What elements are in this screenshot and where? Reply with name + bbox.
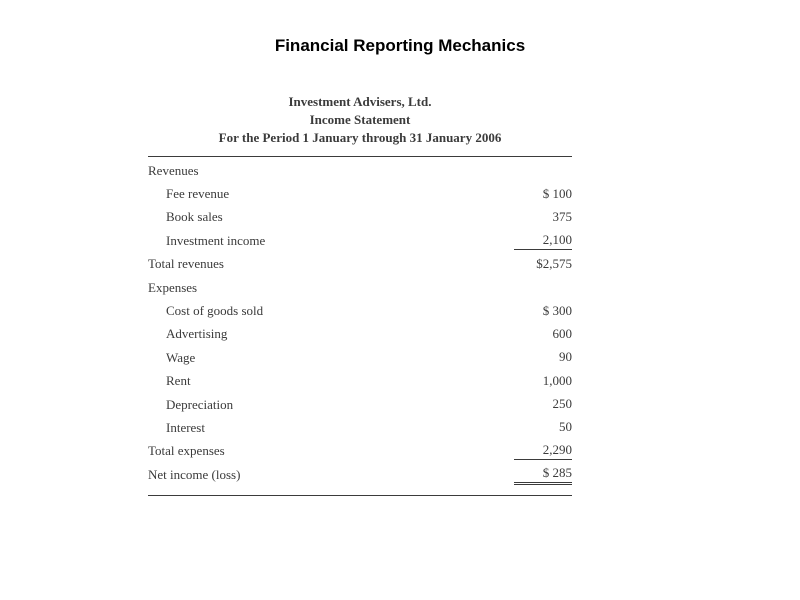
statement-rows — [148, 157, 572, 486]
slide-title: Financial Reporting Mechanics — [274, 36, 526, 55]
row-revenues-section — [148, 159, 572, 182]
row-label: Advertising — [166, 326, 228, 342]
row-label: Investment income — [166, 232, 266, 248]
company-name: Investment Advisers, Ltd. — [288, 94, 432, 109]
row-wage — [148, 346, 572, 369]
row-label: Expenses — [148, 279, 198, 295]
row-label: Interest — [166, 419, 205, 435]
bottom-rule — [148, 495, 572, 496]
statement-period: For the Period 1 January through 31 January 2006 — [218, 130, 502, 145]
row-advertising — [148, 323, 572, 346]
row-label: Cost of goods sold — [166, 303, 264, 319]
row-investment-income — [148, 229, 572, 252]
row-cost-of-goods-sold — [148, 299, 572, 322]
row-fee-revenue — [148, 182, 572, 205]
row-label: Fee revenue — [166, 186, 230, 202]
row-value: 2,290 — [514, 442, 572, 460]
row-expenses-section — [148, 276, 572, 299]
income-statement — [148, 91, 572, 496]
row-label: Wage — [166, 349, 196, 365]
row-value: $ 285 — [514, 465, 572, 485]
row-label: Total revenues — [148, 256, 224, 272]
row-total-revenues — [148, 253, 572, 276]
row-value: 250 — [552, 396, 572, 412]
row-value: 375 — [552, 208, 572, 224]
row-value: 1,000 — [542, 372, 572, 388]
row-net-income — [148, 463, 572, 486]
row-value: $2,575 — [536, 255, 572, 271]
row-value: 50 — [559, 419, 572, 435]
row-depreciation — [148, 393, 572, 416]
statement-header — [148, 91, 572, 156]
row-rent — [148, 370, 572, 393]
row-total-expenses — [148, 440, 572, 463]
row-label: Total expenses — [148, 443, 225, 459]
row-value — [514, 287, 572, 288]
row-interest — [148, 416, 572, 439]
row-value — [514, 170, 572, 171]
row-value: 2,100 — [514, 232, 572, 250]
row-book-sales — [148, 206, 572, 229]
statement-title: Income Statement — [309, 112, 411, 127]
row-label: Depreciation — [166, 396, 234, 412]
row-label: Revenues — [148, 162, 199, 178]
row-value: $ 300 — [542, 302, 572, 318]
row-label: Net income (loss) — [148, 466, 241, 482]
row-label: Rent — [166, 373, 191, 389]
row-value: 600 — [552, 325, 572, 341]
row-value: $ 100 — [542, 185, 572, 201]
row-label: Book sales — [166, 209, 223, 225]
row-value: 90 — [559, 349, 572, 365]
